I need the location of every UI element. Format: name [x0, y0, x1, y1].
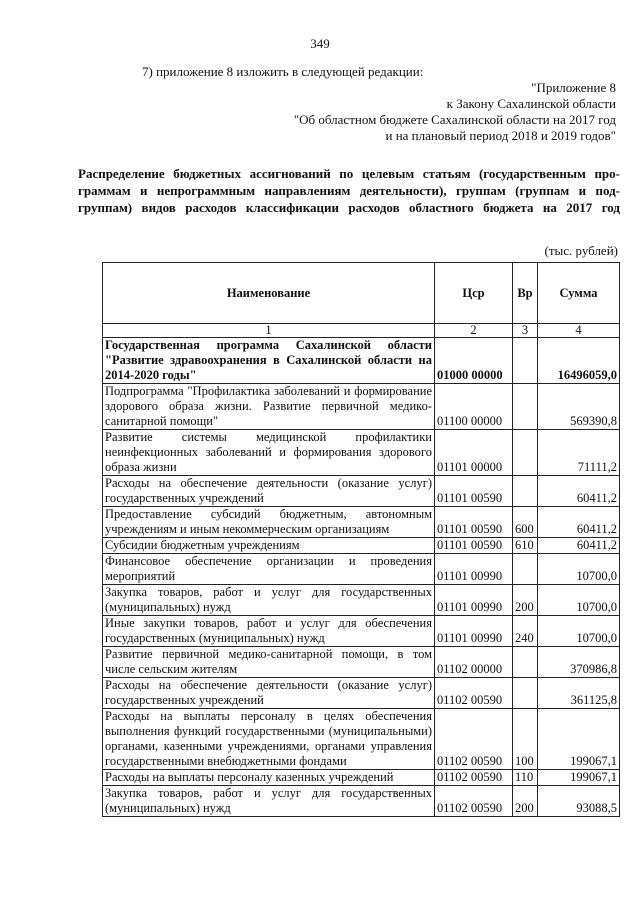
row-name: Развитие системы медицинской профилактики неинфекционных заболеваний и формирования здорового образа жизни — [103, 430, 435, 476]
title-line: граммам и непрограммным направлениям деятельности), группам (группам и под- — [78, 183, 620, 198]
row-sum: 10700,0 — [538, 585, 620, 616]
row-name: Закупка товаров, работ и услуг для государственных (муниципальных) нужд — [103, 585, 435, 616]
row-name: Финансовое обеспечение организации и проведения мероприятий — [103, 554, 435, 585]
budget-table — [102, 262, 620, 817]
document-title — [78, 165, 620, 216]
row-csr-code: 01101 00990 — [435, 616, 513, 647]
appendix-line: и на плановый период 2018 и 2019 годов" — [385, 128, 616, 143]
row-name: Закупка товаров, работ и услуг для государственных (муниципальных) нужд — [103, 786, 435, 817]
row-csr-code: 01102 00590 — [435, 678, 513, 709]
table-header-row — [103, 263, 620, 324]
column-number-row — [103, 324, 620, 338]
row-name: Расходы на обеспечение деятельности (оказание услуг) государственных учреждений — [103, 476, 435, 507]
row-csr-code: 01102 00590 — [435, 786, 513, 817]
table-row — [103, 678, 620, 709]
title-line: Распределение бюджетных ассигнований по целевым статьям (государственным про- — [78, 166, 620, 181]
row-sum: 569390,8 — [538, 384, 620, 430]
row-csr-code: 01101 00590 — [435, 538, 513, 554]
row-sum: 60411,2 — [538, 538, 620, 554]
column-number: 3 — [513, 324, 538, 338]
row-vr-code: 100 — [513, 709, 538, 770]
table-row — [103, 786, 620, 817]
appendix-line: "Об областном бюджете Сахалинской области на 2017 год — [293, 112, 616, 127]
table-row — [103, 770, 620, 786]
row-sum: 199067,1 — [538, 709, 620, 770]
row-sum: 60411,2 — [538, 507, 620, 538]
row-vr-code: 110 — [513, 770, 538, 786]
row-vr-code: 600 — [513, 507, 538, 538]
header-vr: Вр — [513, 263, 538, 324]
row-name: Иные закупки товаров, работ и услуг для обеспечения государственных (муниципальных) нужд — [103, 616, 435, 647]
table-row — [103, 647, 620, 678]
table-row — [103, 476, 620, 507]
row-csr-code: 01101 00990 — [435, 554, 513, 585]
row-name: Подпрограмма "Профилактика заболеваний и формирование здорового образа жизни. Развитие первичной медико-санитарной помощи" — [103, 384, 435, 430]
row-vr-code — [513, 384, 538, 430]
title-line: группам) видов расходов классификации расходов областного бюджета на 2017 год — [78, 200, 620, 215]
row-vr-code: 610 — [513, 538, 538, 554]
column-number: 2 — [435, 324, 513, 338]
column-number: 1 — [103, 324, 435, 338]
row-sum: 93088,5 — [538, 786, 620, 817]
table-row — [103, 538, 620, 554]
row-sum: 16496059,0 — [538, 338, 620, 384]
row-vr-code: 200 — [513, 786, 538, 817]
row-sum: 10700,0 — [538, 616, 620, 647]
row-csr-code: 01101 00000 — [435, 430, 513, 476]
column-number: 4 — [538, 324, 620, 338]
row-csr-code: 01100 00000 — [435, 384, 513, 430]
row-vr-code — [513, 430, 538, 476]
row-sum: 370986,8 — [538, 647, 620, 678]
row-vr-code — [513, 476, 538, 507]
row-sum: 71111,2 — [538, 430, 620, 476]
row-vr-code — [513, 647, 538, 678]
row-name: Государственная программа Сахалинской области "Развитие здравоохранения в Сахалинской области на 2014-2020 годы" — [103, 338, 435, 384]
table-row — [103, 709, 620, 770]
units-label: (тыс. рублей) — [544, 243, 618, 258]
row-name: Расходы на выплаты персоналу в целях обеспечения выполнения функций государственными (муниципальными) органами, казенными учреждениями, органами управления государственными внебюджетными фондами — [103, 709, 435, 770]
row-name: Субсидии бюджетным учреждениям — [103, 538, 435, 554]
page-number: 349 — [310, 36, 330, 51]
row-vr-code: 200 — [513, 585, 538, 616]
table-row — [103, 338, 620, 384]
row-name: Предоставление субсидий бюджетным, автономным учреждениям и иным некоммерческим организациям — [103, 507, 435, 538]
intro-text: 7) приложение 8 изложить в следующей редакции: — [142, 64, 424, 79]
row-vr-code — [513, 554, 538, 585]
row-vr-code — [513, 338, 538, 384]
table-row — [103, 554, 620, 585]
table-row — [103, 585, 620, 616]
row-name: Развитие первичной медико-санитарной помощи, в том числе сельским жителям — [103, 647, 435, 678]
row-csr-code: 01102 00590 — [435, 709, 513, 770]
table-row — [103, 507, 620, 538]
table-row — [103, 384, 620, 430]
row-sum: 10700,0 — [538, 554, 620, 585]
row-csr-code: 01000 00000 — [435, 338, 513, 384]
table-row — [103, 616, 620, 647]
row-csr-code: 01102 00590 — [435, 770, 513, 786]
row-csr-code: 01101 00590 — [435, 476, 513, 507]
row-csr-code: 01101 00590 — [435, 507, 513, 538]
appendix-line: к Закону Сахалинской области — [446, 96, 616, 111]
row-csr-code: 01101 00990 — [435, 585, 513, 616]
row-name: Расходы на обеспечение деятельности (оказание услуг) государственных учреждений — [103, 678, 435, 709]
row-vr-code — [513, 678, 538, 709]
row-csr-code: 01102 00000 — [435, 647, 513, 678]
row-sum: 361125,8 — [538, 678, 620, 709]
appendix-line: "Приложение 8 — [531, 80, 616, 95]
row-sum: 60411,2 — [538, 476, 620, 507]
header-name: Наименование — [103, 263, 435, 324]
row-name: Расходы на выплаты персоналу казенных учреждений — [103, 770, 435, 786]
row-sum: 199067,1 — [538, 770, 620, 786]
row-vr-code: 240 — [513, 616, 538, 647]
table-row — [103, 430, 620, 476]
header-sum: Сумма — [538, 263, 620, 324]
appendix-header — [294, 80, 616, 144]
header-csr: Цср — [435, 263, 513, 324]
